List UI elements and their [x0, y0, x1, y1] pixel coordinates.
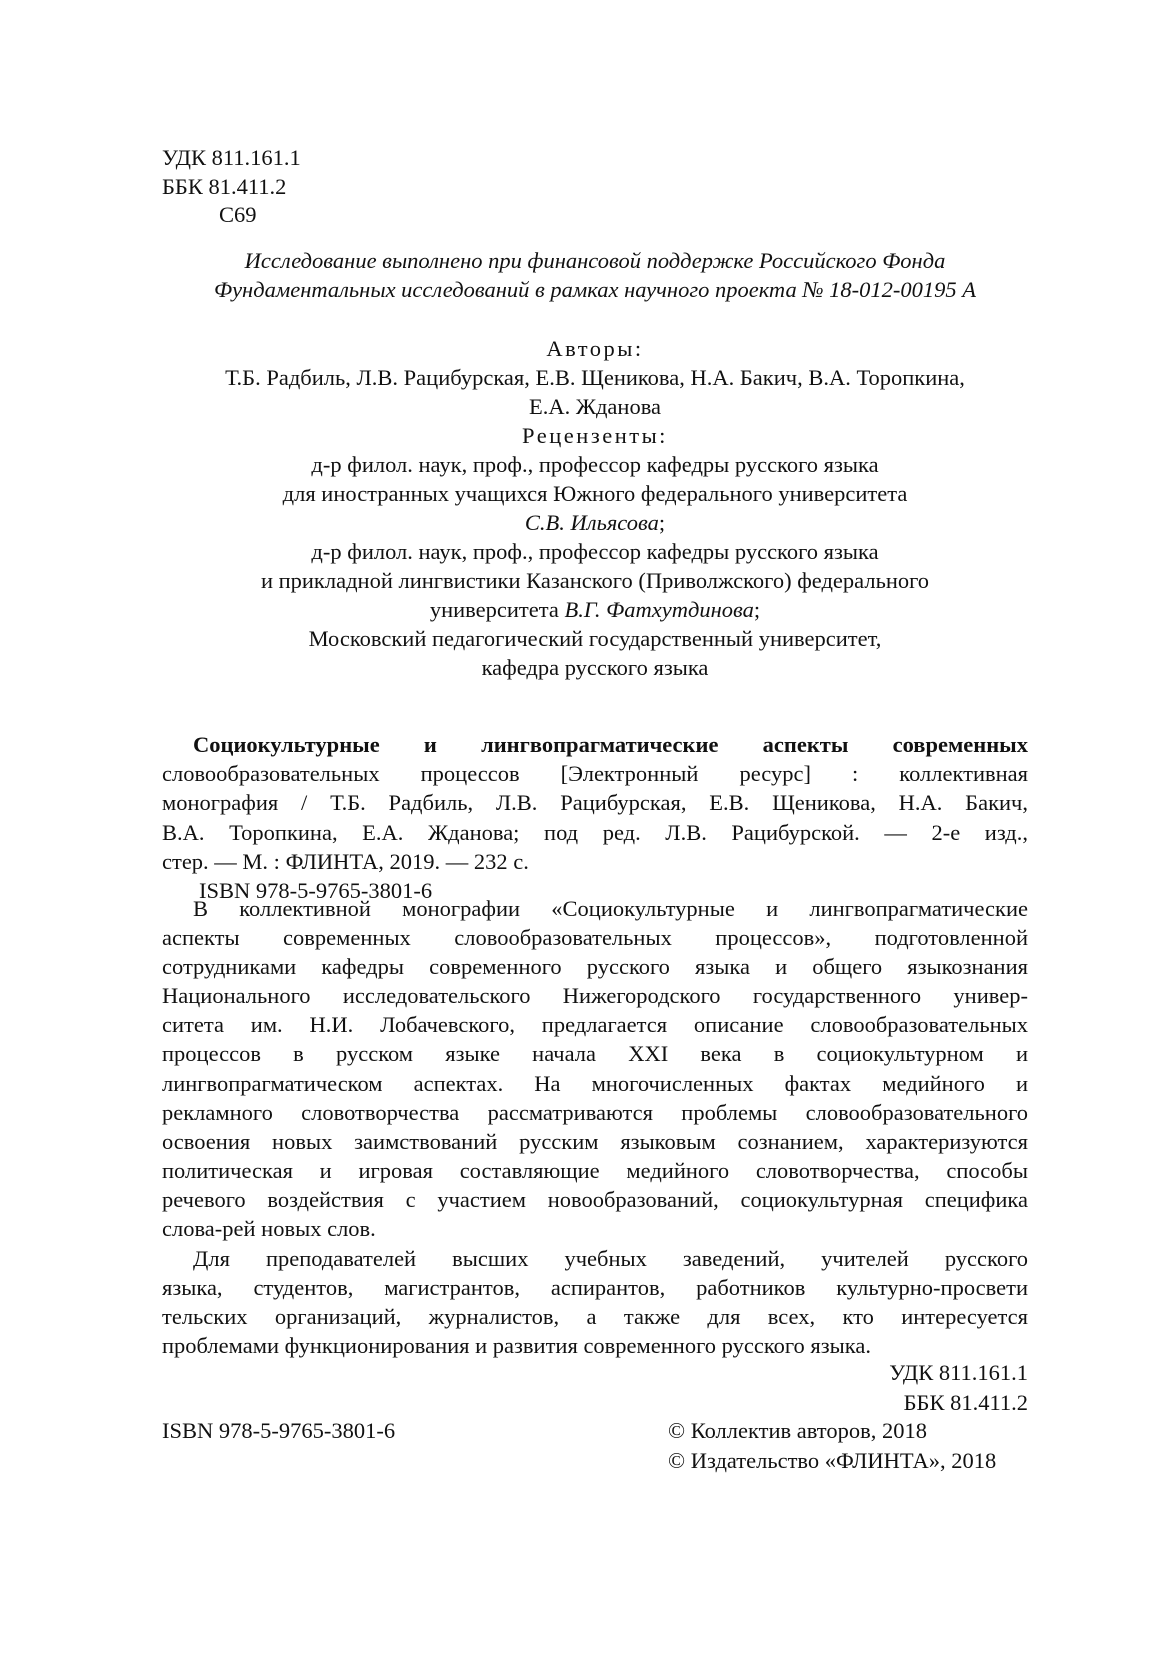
- footer-isbn: ISBN 978-5-9765-3801-6: [162, 1418, 396, 1443]
- reviewer-2-line-1: д-р филол. наук, проф., профессор кафедры русского языка: [311, 539, 879, 564]
- authors-heading: Авторы:: [546, 336, 644, 361]
- reviewer-2-line-3: [162, 595, 1028, 624]
- audience-line-3: тельских организаций, журналистов, а также для всех, кто интересуется: [162, 1304, 1028, 1330]
- biblio-line-5: стер. — М. : ФЛИНТА, 2019. — 232 с.: [162, 848, 529, 874]
- abstract-line-8: рекламного словотворчества рассматриваются проблемы словообразовательного: [162, 1099, 1028, 1125]
- reviewer-1-name: С.В. Ильясова: [524, 510, 659, 535]
- reviewer-2-name: В.Г. Фатхутдинова: [564, 597, 754, 622]
- copyright-publisher: © Издательство «ФЛИНТА», 2018: [668, 1447, 997, 1473]
- reviewer-2-end: ;: [753, 597, 761, 622]
- biblio-isbn: ISBN 978-5-9765-3801-6: [199, 878, 433, 904]
- abstract-line-12: слова-рей новых слов.: [162, 1216, 376, 1242]
- biblio-line-4: В.А. Торопкина, Е.А. Жданова; под ред. Л.В. Рацибурской. — 2-е изд.,: [162, 819, 1028, 845]
- reviewer-2-line-2: и прикладной лингвистики Казанского (Приволжского) федерального: [260, 568, 930, 593]
- reviewer-1-name-line: [162, 508, 1028, 537]
- abstract-line-10: политическая и игровая составляющие медийного словотворчества, способы: [162, 1157, 1028, 1183]
- funding-line-1: Исследование выполнено при финансовой поддержке Российского Фонда: [244, 248, 946, 273]
- reviewers-heading: Рецензенты:: [522, 423, 668, 448]
- copyright-authors: © Коллектив авторов, 2018: [668, 1418, 927, 1443]
- abstract-line-5: ситета им. Н.И. Лобачевского, предлагается описание словообразовательных: [162, 1012, 1028, 1038]
- reviewer-1-end: ;: [658, 510, 666, 535]
- reviewer-2-prefix: университета: [429, 597, 565, 622]
- reviewer-3-line-1: Московский педагогический государственный университет,: [308, 626, 882, 651]
- abstract-line-6: процессов в русском языке начала XXI века в социокультурном и: [162, 1041, 1028, 1067]
- abstract: [162, 894, 1028, 1243]
- audience-line-1: Для преподавателей высших учебных заведений, учителей русского: [193, 1246, 1028, 1271]
- abstract-line-4: Национального исследовательского Нижегородского государственного универ-: [162, 983, 1028, 1009]
- reviewer-3-line-2: кафедра русского языка: [481, 655, 709, 680]
- biblio-line-2: словообразовательных процессов [Электронный ресурс] : коллективная: [162, 761, 1028, 787]
- audience-note: [162, 1244, 1028, 1360]
- abstract-line-3: сотрудниками кафедры современного русского языка и общего языкознания: [162, 954, 1028, 980]
- book-title: Социокультурные и лингвопрагматические аспекты современных: [193, 732, 1028, 757]
- abstract-line-11: речевого воздействия с участием новообразований, социокультурная специфика: [162, 1186, 1028, 1212]
- footer-bbk: ББК 81.411.2: [903, 1389, 1028, 1415]
- abstract-line-9: освоения новых заимствований русским языковым сознанием, характеризуются: [162, 1128, 1028, 1154]
- footer-codes: [889, 1358, 1028, 1417]
- abstract-line-1: В коллективной монографии «Социокультурные и лингвопрагматические: [193, 896, 1028, 921]
- biblio-line-3: монография / Т.Б. Радбиль, Л.В. Рацибурская, Е.В. Щеникова, Н.А. Бакич,: [162, 790, 1028, 816]
- udk-code: УДК 811.161.1: [162, 145, 301, 170]
- credits: [162, 334, 1028, 682]
- audience-line-2: языка, студентов, магистрантов, аспирантов, работников культурно-просвети: [162, 1275, 1028, 1301]
- audience-line-4: проблемами функционирования и развития современного русского языка.: [162, 1333, 871, 1359]
- copyright-notices: [668, 1416, 996, 1475]
- classification-codes: [162, 144, 1028, 230]
- abstract-line-7: лингвопрагматическом аспектах. На многочисленных фактах медийного и: [162, 1070, 1028, 1096]
- reviewer-1-line-1: д-р филол. наук, проф., профессор кафедры русского языка: [311, 452, 879, 477]
- authors-line-1: Т.Б. Радбиль, Л.В. Рацибурская, Е.В. Щеникова, Н.А. Бакич, В.А. Торопкина,: [225, 365, 965, 390]
- funding-line-2: Фундаментальных исследований в рамках научного проекта № 18-012-00195 А: [213, 277, 977, 302]
- bbk-code: ББК 81.411.2: [162, 173, 287, 199]
- reviewer-1-line-2: для иностранных учащихся Южного федерального университета: [282, 481, 908, 506]
- author-mark: С69: [219, 202, 257, 228]
- footer-udk: УДК 811.161.1: [889, 1360, 1028, 1385]
- abstract-line-2: аспекты современных словообразовательных процессов», подготовленной: [162, 925, 1028, 951]
- authors-line-2: Е.А. Жданова: [528, 394, 662, 419]
- bibliographic-record: [162, 730, 1028, 905]
- funding-note: [162, 246, 1028, 304]
